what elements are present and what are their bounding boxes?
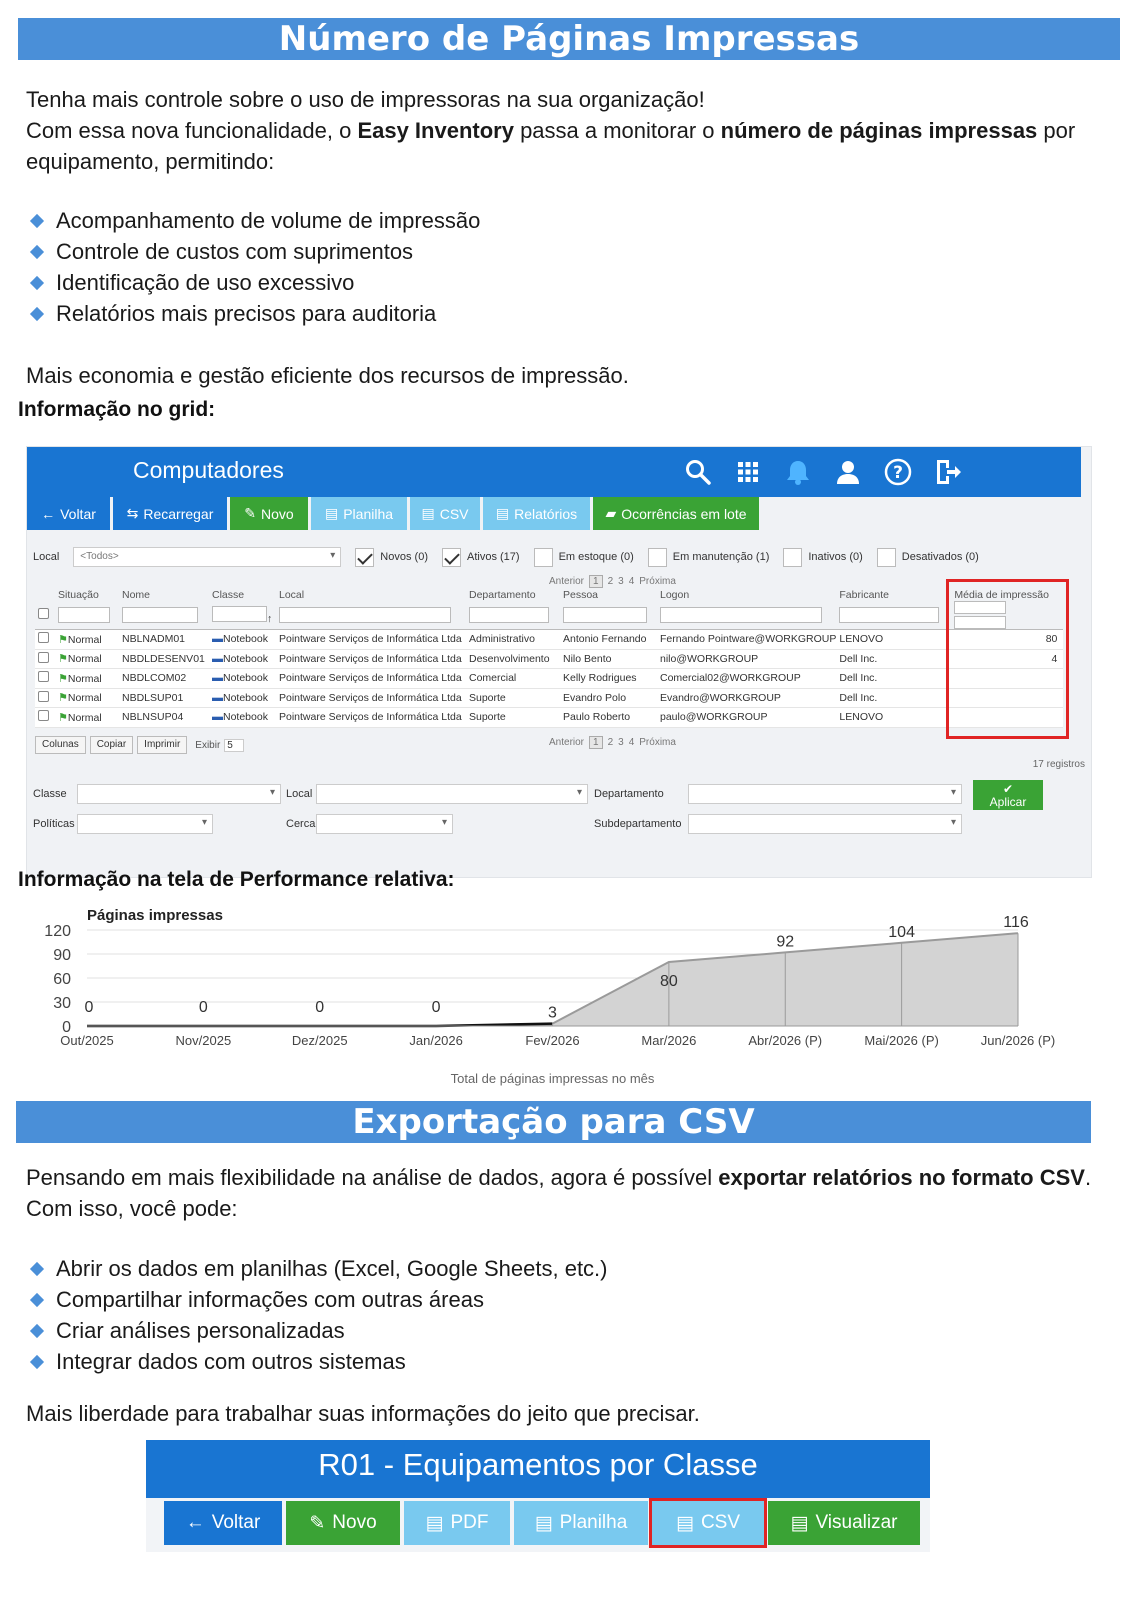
inativos-label: Inativos (0) (808, 551, 863, 563)
search-icon[interactable] (683, 457, 713, 487)
help-icon[interactable] (883, 457, 913, 487)
r01-pdf-button[interactable]: ▤ PDF (404, 1501, 510, 1545)
y-tick-label: 60 (53, 971, 71, 988)
sort-arrow-icon[interactable]: ↑ (267, 612, 273, 625)
x-tick-label: Abr/2026 (P) (748, 1033, 823, 1048)
notebook-icon: ▬ (212, 711, 223, 724)
table-row[interactable]: ⚑Normal NBDLDESENV01 ▬Notebook Pointware Serviços de Informática Ltda Desenvolvimento Nilo Bento nilo@WORKGROUP Dell Inc. 4 (35, 649, 1063, 669)
section-title-exportacao-csv: Exportação para CSV (16, 1101, 1091, 1143)
pager-page-1[interactable]: 1 (589, 736, 603, 749)
list-item: Abrir os dados em planilhas (Excel, Google Sheets, etc.) (28, 1253, 608, 1284)
section-title-paginas-impressas: Número de Páginas Impressas (18, 18, 1120, 60)
manutencao-checkbox[interactable] (648, 548, 667, 567)
data-label: 0 (315, 999, 325, 1016)
pager-page-4[interactable]: 4 (628, 576, 635, 587)
intro-line-2: Com essa nova funcionalidade, o Easy Inventory passa a monitorar o número de páginas impressas por (26, 118, 1076, 143)
voltar-button[interactable]: ← Voltar (27, 497, 110, 530)
record-count: 17 registros (1032, 759, 1085, 770)
pager-page-2[interactable]: 2 (607, 576, 614, 587)
table-filter-row (35, 601, 1063, 630)
col-pessoa[interactable]: Pessoa (563, 589, 599, 601)
diamond-bullet-icon (30, 244, 44, 258)
row-checkbox[interactable] (38, 652, 49, 663)
x-axis-label: Total de páginas impressas no mês (450, 1071, 655, 1086)
diamond-bullet-icon (30, 1261, 44, 1275)
nome-filter-input[interactable] (122, 607, 198, 623)
intro-paragraph (26, 84, 1116, 177)
table-row[interactable]: ⚑Normal NBDLSUP01 ▬Notebook Pointware Serviços de Informática Ltda Suporte Evandro Polo Evandro@WORKGROUP Dell Inc. (35, 688, 1063, 708)
pager-anterior[interactable]: Anterior (549, 737, 585, 748)
x-tick-label: Mai/2026 (P) (864, 1033, 939, 1048)
departamento-filter-input[interactable] (469, 607, 549, 623)
data-label: 0 (431, 999, 441, 1016)
performance-heading: Informação na tela de Performance relativa: (18, 868, 455, 891)
spreadsheet-icon: ▤ (324, 505, 339, 521)
grid-footer-buttons (35, 736, 244, 754)
pager-proxima[interactable]: Próxima (639, 737, 676, 748)
flag-icon: ⚑ (58, 711, 68, 724)
row-checkbox[interactable] (38, 632, 49, 643)
departamento-select[interactable] (688, 784, 962, 804)
logon-filter-input[interactable] (660, 607, 822, 623)
col-local[interactable]: Local (279, 589, 305, 601)
notebook-icon: ▬ (212, 633, 223, 646)
app-topbar (27, 447, 1081, 497)
paginas-impressas-chart (30, 900, 1080, 1092)
r01-title: R01 - Equipamentos por Classe (146, 1440, 930, 1498)
list-item: Controle de custos com suprimentos (28, 236, 480, 267)
x-tick-label: Dez/2025 (291, 1033, 348, 1048)
r01-planilha-button[interactable]: ▤ Planilha (514, 1501, 648, 1545)
pessoa-filter-input[interactable] (563, 607, 647, 623)
csv-benefits-list (28, 1253, 608, 1377)
notebook-icon: ▬ (212, 672, 223, 685)
x-tick-label: Nov/2025 (175, 1033, 232, 1048)
table-row[interactable]: ⚑Normal NBLNADM01 ▬Notebook Pointware Serviços de Informática Ltda Administrativo Antonio Fernando Fernando Pointware@WORKGROUP LENOVO 80 (35, 630, 1063, 650)
list-item: Relatórios mais precisos para auditoria (28, 298, 480, 329)
diamond-bullet-icon (30, 306, 44, 320)
grid-heading: Informação no grid: (18, 398, 216, 421)
pager-page-1[interactable]: 1 (589, 575, 603, 588)
col-departamento[interactable]: Departamento (469, 589, 536, 601)
classe-filter-label: Classe (33, 788, 67, 800)
r01-toolbar (164, 1501, 920, 1545)
data-label: 0 (84, 999, 94, 1016)
media-impressao-highlight (946, 579, 1069, 739)
data-label: 0 (198, 999, 208, 1016)
col-nome[interactable]: Nome (122, 589, 151, 601)
estoque-label: Em estoque (0) (558, 551, 634, 563)
pager-proxima[interactable]: Próxima (639, 576, 676, 587)
bell-icon[interactable] (783, 457, 813, 487)
intro-line-1: Tenha mais controle sobre o uso de impressoras na sua organização! (26, 87, 705, 112)
cerca-label: Cerca (286, 818, 316, 830)
col-fabricante[interactable]: Fabricante (839, 589, 889, 601)
y-tick-label: 120 (44, 923, 71, 940)
col-media-impressao[interactable]: Média de impressão (954, 589, 1049, 601)
data-label: 80 (659, 973, 678, 990)
diamond-bullet-icon (30, 213, 44, 227)
list-item: Acompanhamento de volume de impressão (28, 205, 480, 236)
pager-bottom (549, 736, 676, 749)
r01-report-screen (146, 1440, 930, 1552)
pencil-icon: ✎ (309, 1512, 326, 1534)
x-tick-label: Mar/2026 (641, 1033, 697, 1048)
app-toolbar (27, 497, 759, 530)
list-item: Integrar dados com outros sistemas (28, 1346, 608, 1377)
estoque-checkbox[interactable] (534, 548, 553, 567)
x-tick-label: Jan/2026 (409, 1033, 463, 1048)
r01-visualizar-button[interactable]: ▤ Visualizar (768, 1501, 920, 1545)
csv-intro-line-2: Com isso, você pode: (26, 1196, 238, 1221)
x-tick-label: Fev/2026 (525, 1033, 580, 1048)
local-filter-input[interactable] (279, 607, 451, 623)
chart-title: Páginas impressas (87, 907, 223, 924)
copiar-button[interactable]: Copiar (90, 736, 133, 754)
row-checkbox[interactable] (38, 710, 49, 721)
check-icon: ✔ (1002, 782, 1014, 796)
local-filter-label: Local (33, 551, 60, 563)
reload-icon: ⇆ (126, 505, 139, 521)
recarregar-button[interactable]: ⇆ Recarregar (113, 497, 227, 530)
pdf-file-icon: ▤ (425, 1512, 444, 1534)
r01-csv-button[interactable]: ▤ CSV (652, 1501, 764, 1545)
novos-label: Novos (0) (380, 551, 428, 563)
pager-page-4[interactable]: 4 (628, 737, 635, 748)
computers-table (35, 583, 1063, 728)
view-document-icon: ▤ (790, 1512, 809, 1534)
imprimir-button[interactable]: Imprimir (137, 736, 187, 754)
status-filter-row (33, 547, 979, 567)
ativos-checkbox[interactable] (442, 548, 461, 567)
col-logon[interactable]: Logon (660, 589, 690, 601)
data-label: 92 (776, 933, 795, 951)
manutencao-label: Em manutenção (1) (672, 551, 770, 563)
pencil-icon: ✎ (244, 505, 257, 521)
svg-text:?: ? (893, 463, 903, 483)
departamento-bottom-label: Departamento (594, 788, 664, 800)
diamond-bullet-icon (30, 275, 44, 289)
classe-filter-input[interactable] (212, 606, 267, 622)
diamond-bullet-icon (30, 1354, 44, 1368)
row-checkbox[interactable] (38, 691, 49, 702)
list-item: Criar análises personalizadas (28, 1315, 608, 1346)
spreadsheet-icon: ▤ (534, 1512, 553, 1534)
local-bottom-select[interactable] (316, 784, 588, 804)
ativos-label: Ativos (17) (466, 551, 520, 563)
table-row[interactable]: ⚑Normal NBDLCOM02 ▬Notebook Pointware Serviços de Informática Ltda Comercial Kelly Rodrigues Comercial02@WORKGROUP Dell Inc. (35, 669, 1063, 689)
col-classe[interactable]: Classe (212, 589, 245, 601)
app-title: Computadores (133, 457, 284, 483)
situacao-filter-input[interactable] (58, 607, 110, 623)
y-tick-label: 30 (53, 995, 71, 1012)
aplicar-button[interactable]: ✔ Aplicar (973, 780, 1043, 810)
csv-intro-line-1: Pensando em mais flexibilidade na análise de dados, agora é possível exportar relatórios no formato CSV. (26, 1165, 1092, 1190)
arrow-left-icon: ← (185, 1512, 205, 1533)
colunas-button[interactable]: Colunas (35, 736, 86, 754)
ocorrencias-button[interactable]: ▰ Ocorrências em lote (593, 497, 759, 530)
csv-button[interactable]: ▤ CSV (410, 497, 480, 530)
politicas-select[interactable] (77, 814, 213, 834)
subdepartamento-label: Subdepartamento (594, 818, 682, 830)
closing-text: Mais economia e gestão eficiente dos recursos de impressão. (26, 363, 629, 388)
csv-file-icon: ▤ (421, 505, 435, 521)
logout-icon[interactable] (933, 457, 963, 487)
fabricante-filter-input[interactable] (839, 607, 939, 623)
list-item: Compartilhar informações com outras áreas (28, 1284, 608, 1315)
flag-icon: ⚑ (58, 653, 68, 666)
x-tick-label: Jun/2026 (P) (980, 1033, 1056, 1048)
data-label: 3 (548, 1004, 557, 1022)
desativados-label: Desativados (0) (901, 551, 979, 563)
table-row[interactable]: ⚑Normal NBLNSUP04 ▬Notebook Pointware Serviços de Informática Ltda Suporte Paulo Roberto paulo@WORKGROUP LENOVO (35, 708, 1063, 728)
data-label: 116 (1003, 914, 1029, 932)
pager-anterior[interactable]: Anterior (549, 576, 585, 587)
arrow-left-icon: ← (41, 505, 56, 522)
x-tick-label: Out/2025 (60, 1033, 114, 1048)
r01-novo-button[interactable]: ✎ Novo (286, 1501, 400, 1545)
desativados-checkbox[interactable] (877, 548, 896, 567)
local-select[interactable]: <Todos> ▾ (73, 547, 341, 567)
topbar-icons (683, 457, 963, 487)
pager-page-3[interactable]: 3 (618, 576, 624, 587)
diamond-bullet-icon (30, 1292, 44, 1306)
flag-icon: ⚑ (58, 672, 68, 685)
exibir-label: Exibir (195, 739, 221, 751)
report-icon: ▤ (495, 505, 510, 521)
classe-select[interactable] (77, 784, 281, 804)
table-header-row (35, 583, 1063, 601)
r01-voltar-button[interactable]: ← Voltar (164, 1501, 282, 1545)
novo-button[interactable]: ✎ Novo (230, 497, 308, 530)
intro-line-3: equipamento, permitindo: (26, 149, 275, 174)
novos-checkbox[interactable] (355, 548, 374, 567)
select-all-checkbox[interactable] (38, 608, 49, 619)
y-tick-label: 90 (53, 947, 71, 964)
planilha-button[interactable]: ▤ Planilha (311, 497, 407, 530)
exibir-input[interactable]: 5 (224, 739, 244, 752)
csv-file-icon: ▤ (675, 1512, 694, 1534)
politicas-label: Políticas (33, 818, 75, 830)
col-situacao[interactable]: Situação (58, 589, 99, 601)
folder-icon: ▰ (605, 505, 617, 521)
y-tick-label: 0 (62, 1019, 71, 1036)
computadores-screen (26, 446, 1092, 878)
user-icon[interactable] (833, 457, 863, 487)
cerca-select[interactable] (316, 814, 453, 834)
flag-icon: ⚑ (58, 633, 68, 646)
notebook-icon: ▬ (212, 691, 223, 704)
subdepartamento-select[interactable] (688, 814, 962, 834)
list-item: Identificação de uso excessivo (28, 267, 480, 298)
row-checkbox[interactable] (38, 671, 49, 682)
csv-closing-text: Mais liberdade para trabalhar suas informações do jeito que precisar. (26, 1401, 700, 1426)
apps-grid-icon[interactable] (733, 457, 763, 487)
data-label: 104 (888, 923, 915, 941)
inativos-checkbox[interactable] (783, 548, 802, 567)
diamond-bullet-icon (30, 1323, 44, 1337)
notebook-icon: ▬ (212, 652, 223, 665)
pager-page-2[interactable]: 2 (607, 737, 614, 748)
local-bottom-label: Local (286, 788, 313, 800)
relatorios-button[interactable]: ▤ Relatórios (483, 497, 590, 530)
flag-icon: ⚑ (58, 692, 68, 705)
pager-page-3[interactable]: 3 (618, 737, 624, 748)
benefits-list (28, 205, 480, 329)
csv-intro-paragraph (26, 1162, 1116, 1224)
chart-svg (30, 900, 1080, 1092)
